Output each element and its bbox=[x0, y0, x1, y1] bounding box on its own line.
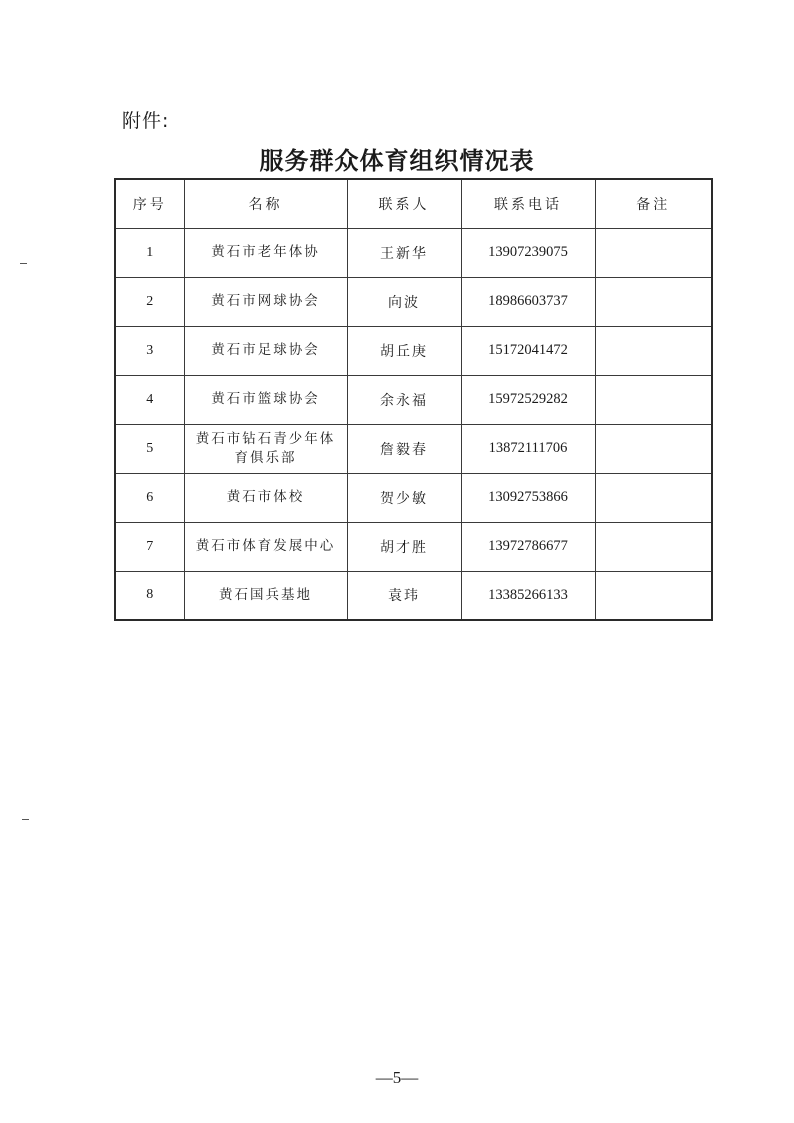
organization-name: 黄石市老年体协 bbox=[184, 228, 347, 277]
organization-name: 黄石市体育发展中心 bbox=[184, 522, 347, 571]
table-row bbox=[115, 228, 712, 277]
scan-artifact bbox=[20, 263, 27, 264]
contact-person: 詹毅春 bbox=[347, 424, 461, 473]
header-no: 序号 bbox=[115, 179, 184, 228]
note-cell bbox=[595, 424, 712, 473]
note-cell bbox=[595, 473, 712, 522]
contact-phone: 13092753866 bbox=[461, 473, 595, 522]
contact-person: 余永福 bbox=[347, 375, 461, 424]
contact-phone: 13872111706 bbox=[461, 424, 595, 473]
contact-phone: 15972529282 bbox=[461, 375, 595, 424]
note-cell bbox=[595, 277, 712, 326]
contact-person: 贺少敏 bbox=[347, 473, 461, 522]
contact-phone: 18986603737 bbox=[461, 277, 595, 326]
contact-person: 胡丘庚 bbox=[347, 326, 461, 375]
organization-name: 黄石市篮球协会 bbox=[184, 375, 347, 424]
organization-name: 黄石市网球协会 bbox=[184, 277, 347, 326]
row-number: 4 bbox=[115, 375, 184, 424]
note-cell bbox=[595, 326, 712, 375]
contact-person: 胡才胜 bbox=[347, 522, 461, 571]
row-number: 8 bbox=[115, 571, 184, 620]
page-number: —5— bbox=[375, 1068, 419, 1087]
row-number: 3 bbox=[115, 326, 184, 375]
organization-name: 黄石市足球协会 bbox=[184, 326, 347, 375]
table-row bbox=[115, 424, 712, 473]
organization-table bbox=[114, 178, 713, 621]
header-name: 名称 bbox=[184, 179, 347, 228]
table-row bbox=[115, 375, 712, 424]
note-cell bbox=[595, 522, 712, 571]
contact-phone: 15172041472 bbox=[461, 326, 595, 375]
table-row bbox=[115, 326, 712, 375]
table-row bbox=[115, 522, 712, 571]
contact-phone: 13385266133 bbox=[461, 571, 595, 620]
page-title: 服务群众体育组织情况表 bbox=[259, 147, 535, 175]
table-row bbox=[115, 571, 712, 620]
attachment-label: 附件: bbox=[122, 110, 170, 132]
note-cell bbox=[595, 228, 712, 277]
row-number: 6 bbox=[115, 473, 184, 522]
contact-phone: 13972786677 bbox=[461, 522, 595, 571]
scan-artifact bbox=[22, 819, 29, 820]
row-number: 1 bbox=[115, 228, 184, 277]
organization-name: 黄石市钻石青少年体育俱乐部 bbox=[184, 424, 347, 473]
table-header-row bbox=[115, 179, 712, 228]
contact-person: 袁玮 bbox=[347, 571, 461, 620]
table-row bbox=[115, 473, 712, 522]
note-cell bbox=[595, 375, 712, 424]
contact-person: 向波 bbox=[347, 277, 461, 326]
note-cell bbox=[595, 571, 712, 620]
header-note: 备注 bbox=[595, 179, 712, 228]
organization-name: 黄石市体校 bbox=[184, 473, 347, 522]
table-row bbox=[115, 277, 712, 326]
row-number: 7 bbox=[115, 522, 184, 571]
contact-phone: 13907239075 bbox=[461, 228, 595, 277]
contact-person: 王新华 bbox=[347, 228, 461, 277]
row-number: 5 bbox=[115, 424, 184, 473]
row-number: 2 bbox=[115, 277, 184, 326]
organization-name: 黄石国兵基地 bbox=[184, 571, 347, 620]
header-contact: 联系人 bbox=[347, 179, 461, 228]
header-phone: 联系电话 bbox=[461, 179, 595, 228]
